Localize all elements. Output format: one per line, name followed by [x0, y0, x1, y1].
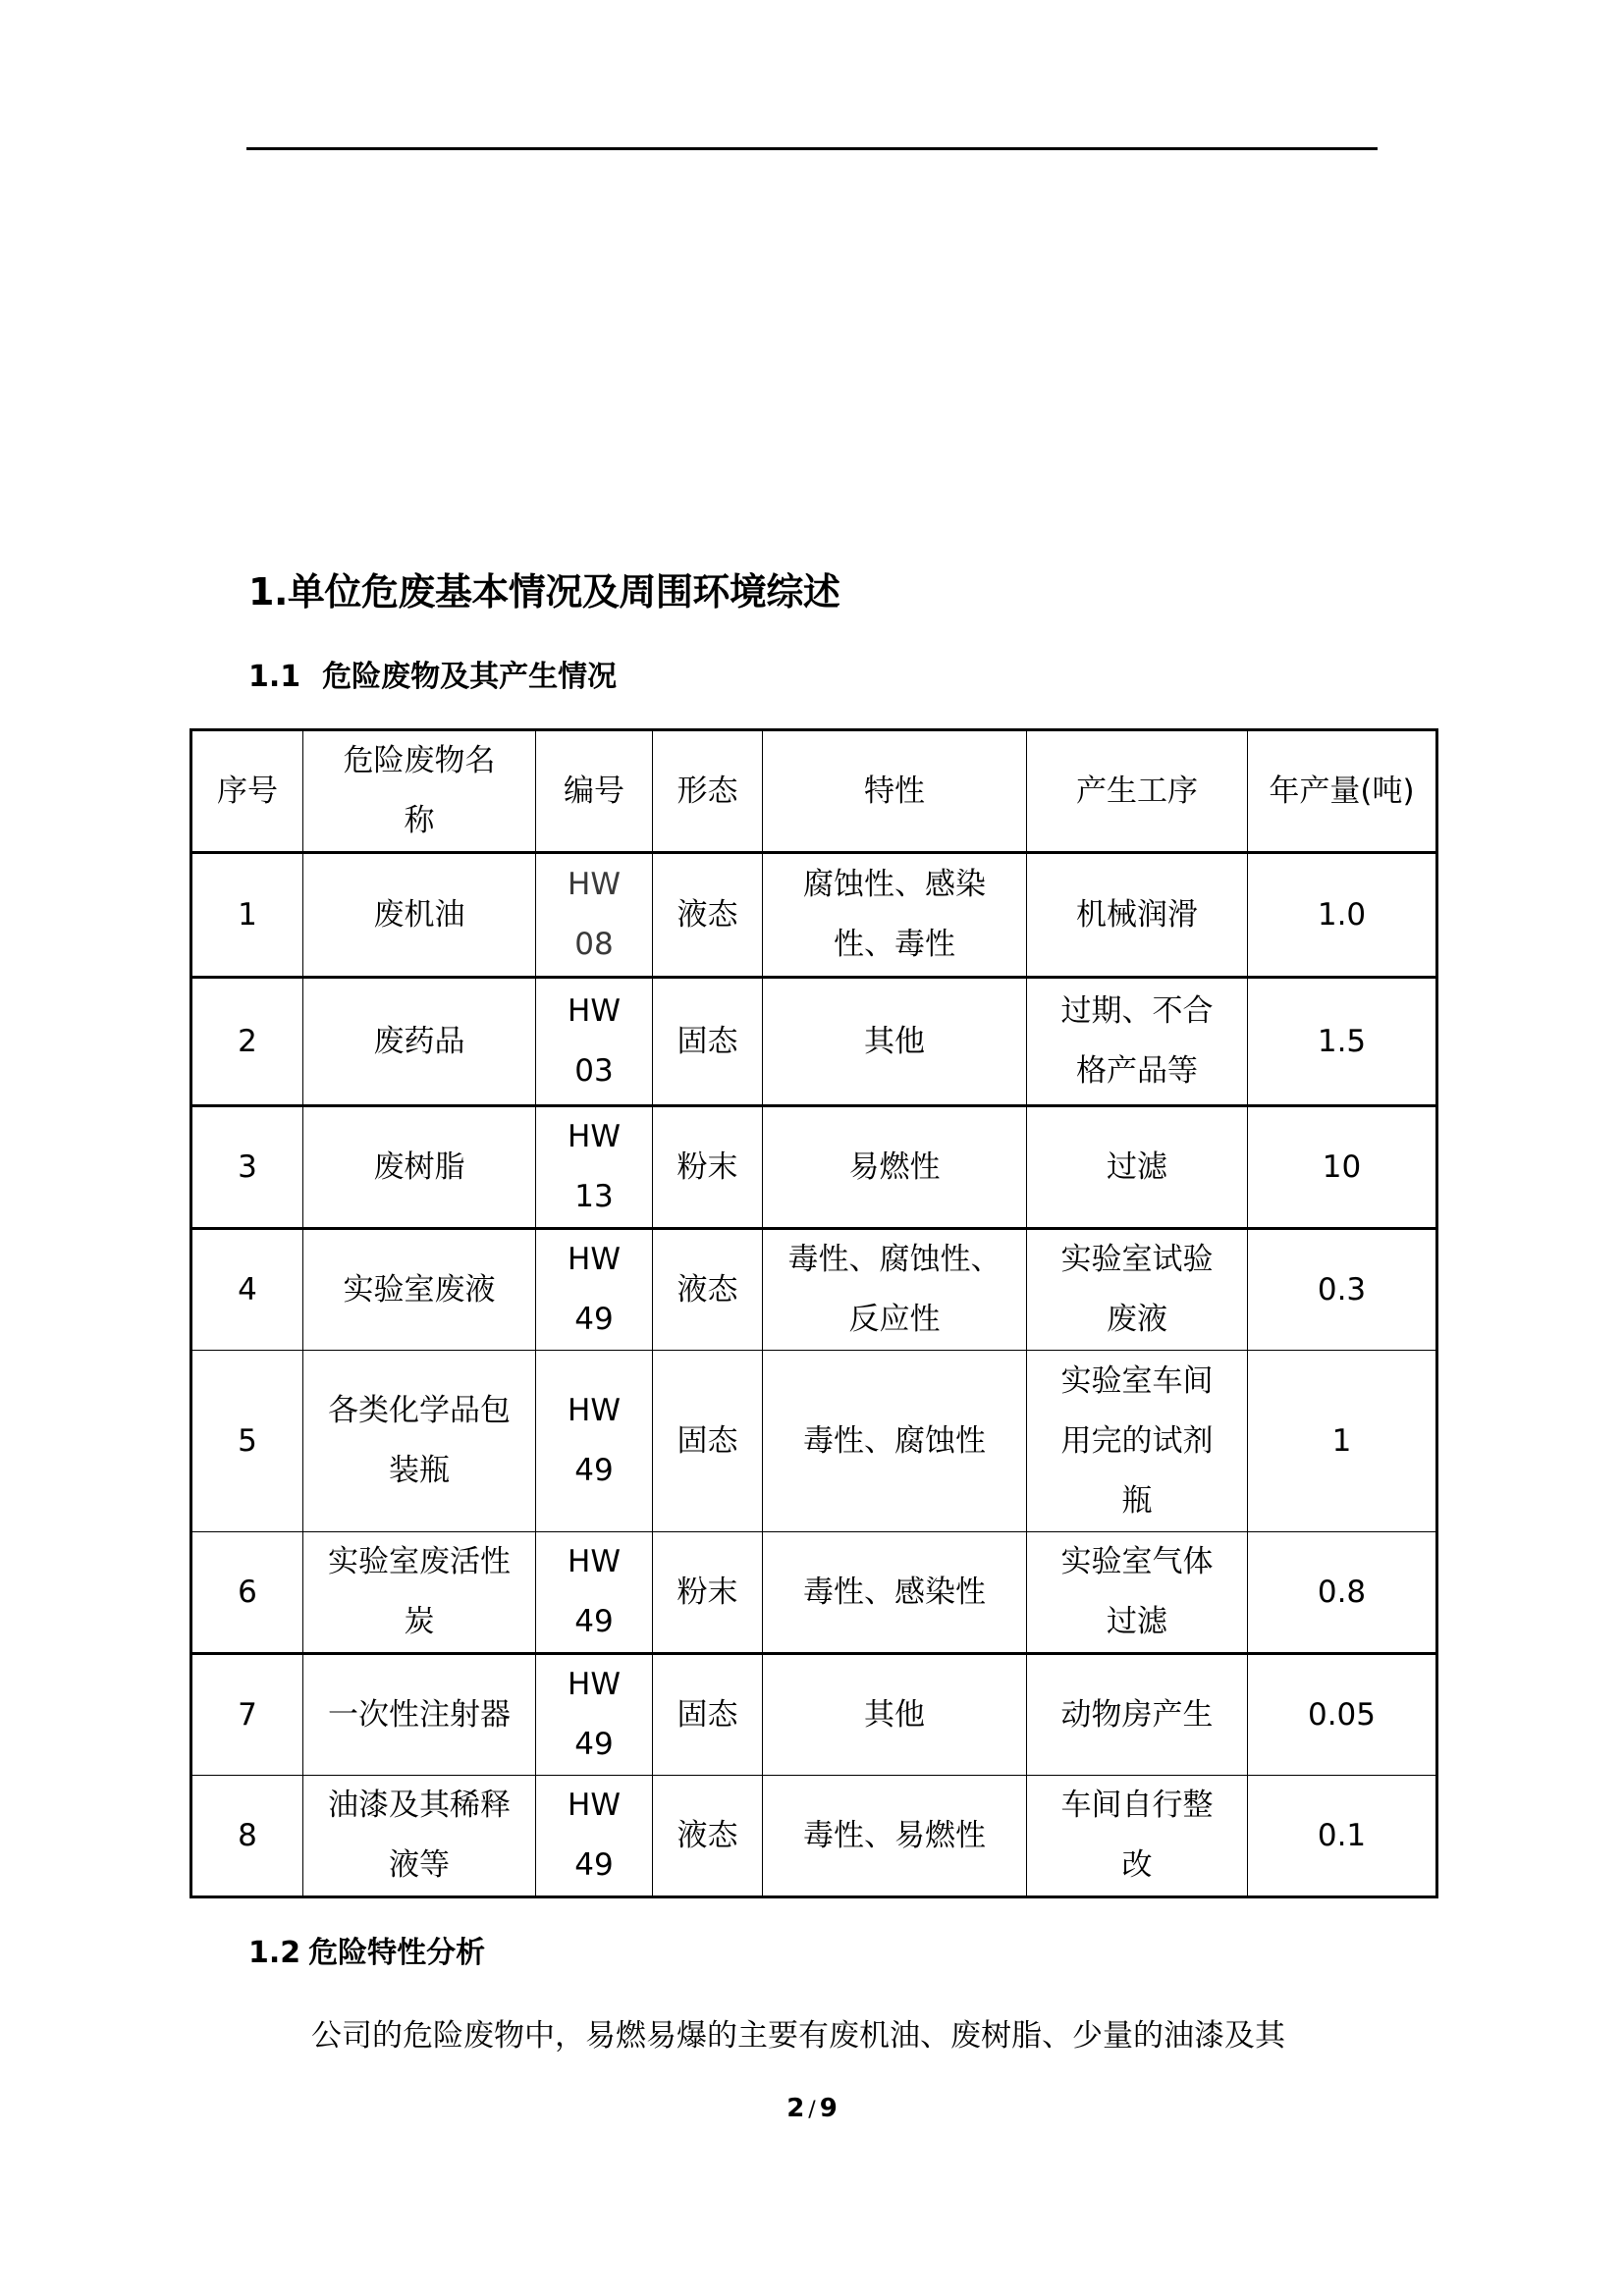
- cell-code: HW49: [536, 1229, 653, 1351]
- cell-code: HW08: [536, 853, 653, 978]
- cell-process: 实验室试验废液: [1027, 1229, 1248, 1351]
- cell-code: HW49: [536, 1654, 653, 1776]
- table-row: [191, 1106, 1437, 1229]
- cell-no: 1: [191, 853, 303, 978]
- table-row: [191, 853, 1437, 978]
- cell-form: 粉末: [653, 1532, 763, 1654]
- cell-annual: 0.1: [1248, 1776, 1437, 1897]
- cell-name: 废机油: [303, 853, 536, 978]
- cell-form: 固态: [653, 978, 763, 1106]
- cell-no: 8: [191, 1776, 303, 1897]
- header-cell: 产生工序: [1027, 730, 1248, 853]
- cell-process: 实验室车间用完的试剂瓶: [1027, 1351, 1248, 1532]
- cell-form: 固态: [653, 1351, 763, 1532]
- cell-process: 机械润滑: [1027, 853, 1248, 978]
- cell-property: 毒性、腐蚀性、反应性: [763, 1229, 1027, 1351]
- cell-form: 粉末: [653, 1106, 763, 1229]
- cell-no: 2: [191, 978, 303, 1106]
- cell-property: 腐蚀性、感染性、毒性: [763, 853, 1027, 978]
- total-pages: 9: [819, 2094, 838, 2123]
- table-header-row: [191, 730, 1437, 853]
- cell-annual: 0.05: [1248, 1654, 1437, 1776]
- section-heading-1: 1.单位危废基本情况及周围环境综述: [248, 570, 840, 614]
- body-paragraph: 公司的危险废物中，易燃易爆的主要有废机油、废树脂、少量的油漆及其: [311, 2018, 1285, 2054]
- cell-name: 废树脂: [303, 1106, 536, 1229]
- heading-title: 危险特性分析: [308, 1936, 486, 1970]
- header-cell: 特性: [763, 730, 1027, 853]
- cell-code: HW03: [536, 978, 653, 1106]
- cell-property: 毒性、感染性: [763, 1532, 1027, 1654]
- header-cell: 危险废物名称: [303, 730, 536, 853]
- cell-property: 毒性、易燃性: [763, 1776, 1027, 1897]
- cell-annual: 0.3: [1248, 1229, 1437, 1351]
- cell-process: 实验室气体过滤: [1027, 1532, 1248, 1654]
- cell-annual: 1: [1248, 1351, 1437, 1532]
- section-heading-1-2: [248, 1934, 485, 1973]
- cell-name: 废药品: [303, 978, 536, 1106]
- cell-code: HW49: [536, 1532, 653, 1654]
- table-row: [191, 1532, 1437, 1654]
- header-cell: 年产量(吨): [1248, 730, 1437, 853]
- cell-code: HW13: [536, 1106, 653, 1229]
- cell-name: 实验室废活性炭: [303, 1532, 536, 1654]
- cell-form: 液态: [653, 853, 763, 978]
- cell-name: 实验室废液: [303, 1229, 536, 1351]
- cell-no: 5: [191, 1351, 303, 1532]
- page-separator: /: [808, 2098, 816, 2122]
- cell-no: 7: [191, 1654, 303, 1776]
- cell-property: 其他: [763, 978, 1027, 1106]
- cell-property: 毒性、腐蚀性: [763, 1351, 1027, 1532]
- heading-number: 1.2: [248, 1936, 301, 1970]
- cell-annual: 1.0: [1248, 853, 1437, 978]
- heading-title: 危险废物及其产生情况: [322, 660, 618, 694]
- cell-form: 液态: [653, 1776, 763, 1897]
- header-cell: 形态: [653, 730, 763, 853]
- cell-code: HW49: [536, 1776, 653, 1897]
- header-cell: 序号: [191, 730, 303, 853]
- header-rule: [246, 147, 1378, 150]
- current-page: 2: [786, 2094, 805, 2123]
- table-row: [191, 1351, 1437, 1532]
- cell-property: 易燃性: [763, 1106, 1027, 1229]
- cell-process: 车间自行整改: [1027, 1776, 1248, 1897]
- cell-property: 其他: [763, 1654, 1027, 1776]
- table-row: [191, 978, 1437, 1106]
- cell-no: 6: [191, 1532, 303, 1654]
- cell-annual: 0.8: [1248, 1532, 1437, 1654]
- cell-annual: 1.5: [1248, 978, 1437, 1106]
- table-row: [191, 1654, 1437, 1776]
- cell-process: 过期、不合格产品等: [1027, 978, 1248, 1106]
- header-cell: 编号: [536, 730, 653, 853]
- cell-no: 3: [191, 1106, 303, 1229]
- table-row: [191, 1776, 1437, 1897]
- table-row: [191, 1229, 1437, 1351]
- hazardous-waste-table: [189, 728, 1438, 1898]
- section-heading-1-1: [248, 658, 617, 697]
- heading-number: 1.1: [248, 660, 301, 694]
- page-number: [0, 2093, 1624, 2126]
- cell-form: 固态: [653, 1654, 763, 1776]
- cell-annual: 10: [1248, 1106, 1437, 1229]
- cell-code: HW49: [536, 1351, 653, 1532]
- cell-process: 动物房产生: [1027, 1654, 1248, 1776]
- cell-process: 过滤: [1027, 1106, 1248, 1229]
- cell-name: 一次性注射器: [303, 1654, 536, 1776]
- cell-form: 液态: [653, 1229, 763, 1351]
- cell-name: 油漆及其稀释液等: [303, 1776, 536, 1897]
- cell-name: 各类化学品包装瓶: [303, 1351, 536, 1532]
- cell-no: 4: [191, 1229, 303, 1351]
